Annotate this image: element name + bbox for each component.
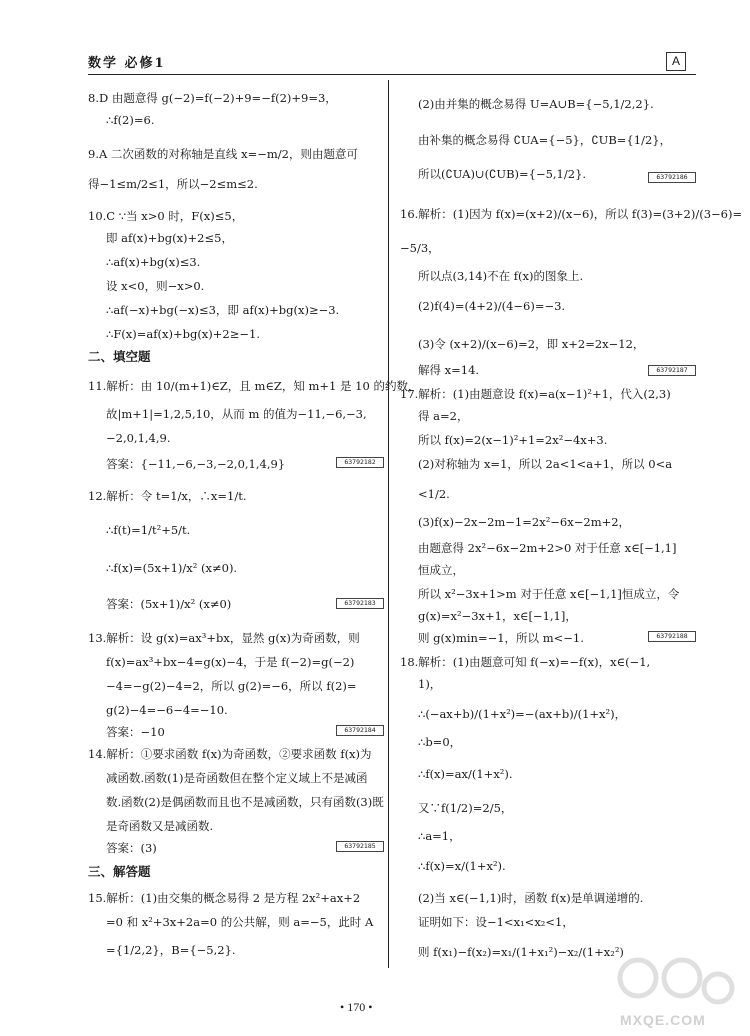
text-line: 得 a=2，: [418, 409, 469, 423]
text-line: 所以点(3,14)不在 f(x)的图象上.: [418, 269, 584, 283]
text-line: 解得 x=14.: [418, 363, 480, 377]
text-line: g(x)=x²−3x+1，x∈[−1,1]，: [418, 609, 577, 623]
column-divider: [388, 80, 389, 968]
answer-line: 答案：(5x+1)/x² (x≠0): [106, 597, 232, 611]
text-line: 又∵f(1/2)=2/5，: [418, 801, 513, 815]
header-rule: [88, 74, 696, 75]
text-line: ∴a=1，: [418, 829, 461, 843]
text-line: −4=−g(2)−4=2，所以 g(2)=−6，所以 f(2)=: [106, 679, 357, 693]
reference-code-box: 63792186: [648, 172, 696, 183]
reference-code-box: 63792185: [336, 841, 384, 852]
text-line: ∴(−ax+b)/(1+x²)=−(ax+b)/(1+x²)，: [418, 707, 627, 721]
reference-code-box: 63792183: [336, 598, 384, 609]
text-line: 11.解析：由 10/(m+1)∈Z，且 m∈Z，知 m+1 是 10 的约数，: [88, 379, 420, 393]
text-line: <1/2.: [418, 487, 450, 501]
text-line: 数.函数(2)是偶函数而且也不是减函数，只有函数(3)既: [106, 795, 384, 809]
text-line: (2)f(4)=(4+2)/(4−6)=−3.: [418, 299, 566, 313]
watermark-text: MXQE.COM: [620, 1012, 706, 1028]
text-line: ∴af(x)+bg(x)≤3.: [106, 255, 201, 269]
text-line: 由补集的概念易得 ∁UA={−5}，∁UB={1/2}，: [418, 133, 672, 147]
text-line: 是奇函数又是减函数.: [106, 819, 214, 833]
section-heading: 三、解答题: [88, 864, 151, 879]
text-line: 16.解析：(1)因为 f(x)=(x+2)/(x−6)，所以 f(3)=(3+2)/(3−6)=: [400, 207, 743, 221]
text-line: 恒成立，: [418, 563, 464, 577]
text-line: 1)，: [418, 677, 442, 691]
text-line: 所以 x²−3x+1>m 对于任意 x∈[−1,1]恒成立，令: [418, 587, 680, 601]
text-line: (2)当 x∈(−1,1)时，函数 f(x)是单调递增的.: [418, 891, 644, 905]
text-line: ∴f(t)=1/t²+5/t.: [106, 523, 191, 537]
text-line: 得−1≤m/2≤1，所以−2≤m≤2.: [88, 177, 258, 191]
text-line: (3)令 (x+2)/(x−6)=2，即 x+2=2x−12，: [418, 337, 645, 351]
text-line: 14.解析：①要求函数 f(x)为奇函数，②要求函数 f(x)为: [88, 747, 372, 761]
text-line: 故|m+1|=1,2,5,10，从而 m 的值为−11,−6,−3,: [106, 407, 367, 421]
text-line: 则 f(x₁)−f(x₂)=x₁/(1+x₁²)−x₂/(1+x₂²): [418, 945, 624, 959]
text-line: ∴f(x)=(5x+1)/x² (x≠0).: [106, 561, 238, 575]
text-line: ∴f(x)=x/(1+x²).: [418, 859, 506, 873]
text-line: ∴F(x)=af(x)+bg(x)+2≥−1.: [106, 327, 260, 341]
text-line: ∴b=0，: [418, 735, 462, 749]
text-line: 10.C ∵当 x>0 时，F(x)≤5，: [88, 209, 244, 223]
text-line: (2)由并集的概念易得 U=A∪B={−5,1/2,2}.: [418, 97, 654, 111]
text-line: 所以(∁UA)∪(∁UB)={−5,1/2}.: [418, 167, 587, 181]
text-line: 即 af(x)+bg(x)+2≤5，: [106, 231, 233, 245]
reference-code-box: 63792188: [648, 631, 696, 642]
text-line: 减函数.函数(1)是奇函数但在整个定义域上不是减函: [106, 771, 368, 785]
answer-line: 答案：{−11,−6,−3,−2,0,1,4,9}: [106, 457, 286, 471]
text-line: g(2)−4=−6−4=−10.: [106, 703, 228, 717]
text-line: (2)对称轴为 x=1，所以 2a<1<a+1，所以 0<a: [418, 457, 673, 471]
text-line: ∴f(x)=ax/(1+x²).: [418, 767, 513, 781]
text-line: 证明如下：设−1<x₁<x₂<1，: [418, 915, 574, 929]
text-line: (3)f(x)−2x−2m−1=2x²−6x−2m+2，: [418, 515, 631, 529]
text-line: −5/3，: [400, 241, 440, 255]
text-line: 15.解析：(1)由交集的概念易得 2 是方程 2x²+ax+2: [88, 891, 361, 905]
text-line: 17.解析：(1)由题意设 f(x)=a(x−1)²+1，代入(2,3): [400, 387, 671, 401]
reference-code-box: 63792184: [336, 725, 384, 736]
text-line: 8.D 由题意得 g(−2)=f(−2)+9=−f(2)+9=3，: [88, 91, 337, 105]
text-line: 13.解析：设 g(x)=ax³+bx，显然 g(x)为奇函数，则: [88, 631, 360, 645]
section-badge: A: [666, 52, 686, 71]
text-line: 9.A 二次函数的对称轴是直线 x=−m/2，则由题意可: [88, 147, 358, 161]
page-header-title: 数学 必修1: [88, 56, 166, 71]
text-line: 由题意得 2x²−6x−2m+2>0 对于任意 x∈[−1,1]: [418, 541, 677, 555]
text-line: 所以 f(x)=2(x−1)²+1=2x²−4x+3.: [418, 433, 608, 447]
reference-code-box: 63792187: [648, 365, 696, 376]
answer-line: 答案：(3): [106, 841, 157, 855]
text-line: ∴f(2)=6.: [106, 113, 155, 127]
text-line: 设 x<0，则−x>0.: [106, 279, 205, 293]
text-line: =0 和 x²+3x+2a=0 的公共解，则 a=−5，此时 A: [106, 915, 374, 929]
text-line: ={1/2,2}，B={−5,2}.: [106, 943, 236, 957]
text-line: 则 g(x)min=−1，所以 m<−1.: [418, 631, 584, 645]
text-line: ∴af(−x)+bg(−x)≤3，即 af(x)+bg(x)≥−3.: [106, 303, 340, 317]
text-line: 18.解析：(1)由题意可知 f(−x)=−f(x)，x∈(−1,: [400, 655, 651, 669]
section-heading: 二、填空题: [88, 349, 151, 364]
page-number: • 170 •: [340, 1000, 373, 1014]
reference-code-box: 63792182: [336, 457, 384, 468]
answer-line: 答案：−10: [106, 725, 165, 739]
text-line: 12.解析：令 t=1/x，∴x=1/t.: [88, 489, 247, 503]
text-line: f(x)=ax³+bx−4=g(x)−4，于是 f(−2)=g(−2): [106, 655, 355, 669]
text-line: −2,0,1,4,9.: [106, 431, 171, 445]
